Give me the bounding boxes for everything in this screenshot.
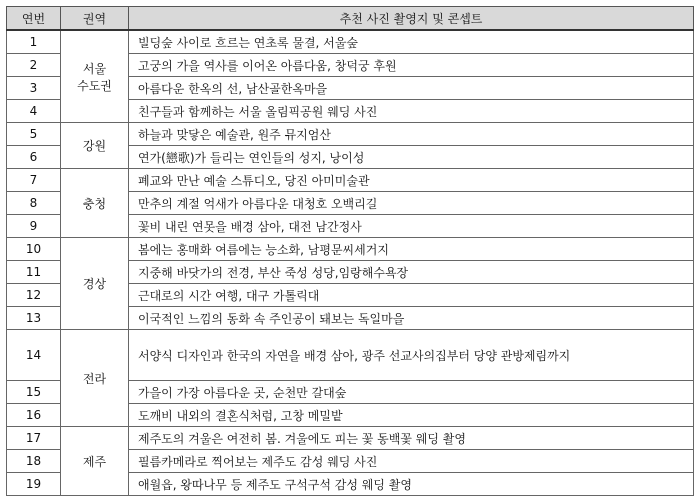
region-label: 제주 [82,454,107,469]
table-row [7,123,694,146]
row-number: 7 [7,169,61,192]
row-description: 이국적인 느낌의 동화 속 주인공이 돼보는 독일마을 [129,307,694,330]
row-description: 봄에는 홍매화 여름에는 능소화, 남평문씨세거지 [129,238,694,261]
region-cell-chungcheong [61,169,129,238]
region-label: 경상 [82,277,107,291]
row-description: 고궁의 가을 역사를 이어온 아름다움, 창덕궁 후원 [129,54,694,77]
region-label: 강원 [82,139,107,153]
row-number: 11 [7,261,61,284]
row-number: 6 [7,146,61,169]
row-description: 서양식 디자인과 한국의 자연을 배경 삼아, 광주 선교사의집부터 당양 관방제림까지 [129,330,694,381]
row-number: 18 [7,450,61,473]
row-number: 10 [7,238,61,261]
row-number: 19 [7,473,61,496]
row-description: 애월읍, 왕따나무 등 제주도 구석구석 감성 웨딩 촬영 [129,473,694,496]
row-number: 17 [7,427,61,450]
row-description: 빌딩숲 사이로 흐르는 연초록 물결, 서울숲 [129,30,694,54]
row-number: 3 [7,77,61,100]
table-row [7,427,694,450]
recommendation-table [6,6,694,496]
row-number: 4 [7,100,61,123]
row-description: 아름다운 한옥의 선, 남산골한옥마을 [129,77,694,100]
row-number: 15 [7,381,61,404]
row-number: 13 [7,307,61,330]
region-label: 서울 [82,61,107,76]
recommendation-table-container [6,6,694,496]
region-cell-gangwon [61,123,129,169]
row-number: 14 [7,330,61,381]
row-description: 하늘과 맞닿은 예술관, 원주 뮤지엄산 [129,123,694,146]
region-label: 전라 [82,371,107,386]
table-row [7,30,694,54]
row-number: 16 [7,404,61,427]
table-row [7,330,694,381]
row-number: 12 [7,284,61,307]
row-description: 가을이 가장 아름다운 곳, 순천만 갈대숲 [129,381,694,404]
header-row [7,7,694,31]
region-cell-gyeongsang [61,238,129,330]
row-description: 친구들과 함께하는 서울 올림픽공원 웨딩 사진 [129,100,694,123]
row-description: 필름카메라로 찍어보는 제주도 감성 웨딩 사진 [129,450,694,473]
region-cell-seoul [61,30,129,123]
table-row [7,238,694,261]
header-num: 연번 [7,7,61,31]
header-desc: 추천 사진 촬영지 및 콘셉트 [129,7,694,31]
row-description: 도깨비 내외의 결혼식처럼, 고창 메밀밭 [129,404,694,427]
region-cell-jeolla [61,330,129,427]
row-number: 2 [7,54,61,77]
header-region: 권역 [61,7,129,31]
region-label: 충청 [82,196,107,211]
region-cell-jeju [61,427,129,496]
row-number: 5 [7,123,61,146]
row-description: 꽃비 내린 연못을 배경 삼아, 대전 남간정사 [129,215,694,238]
region-label: 수도권 [77,78,112,93]
row-number: 9 [7,215,61,238]
row-description: 지중해 바닷가의 전경, 부산 죽성 성당,임랑해수욕장 [129,261,694,284]
row-description: 제주도의 겨울은 여전히 봄. 겨울에도 피는 꽃 동백꽃 웨딩 촬영 [129,427,694,450]
row-description: 연가(戀歌)가 들리는 연인들의 성지, 낭이성 [129,146,694,169]
row-number: 8 [7,192,61,215]
row-number: 1 [7,30,61,54]
row-description: 폐교와 만난 예술 스튜디오, 당진 아미미술관 [129,169,694,192]
row-description: 만추의 계절 억새가 아름다운 대청호 오백리길 [129,192,694,215]
table-row [7,169,694,192]
row-description: 근대로의 시간 여행, 대구 가톨릭대 [129,284,694,307]
